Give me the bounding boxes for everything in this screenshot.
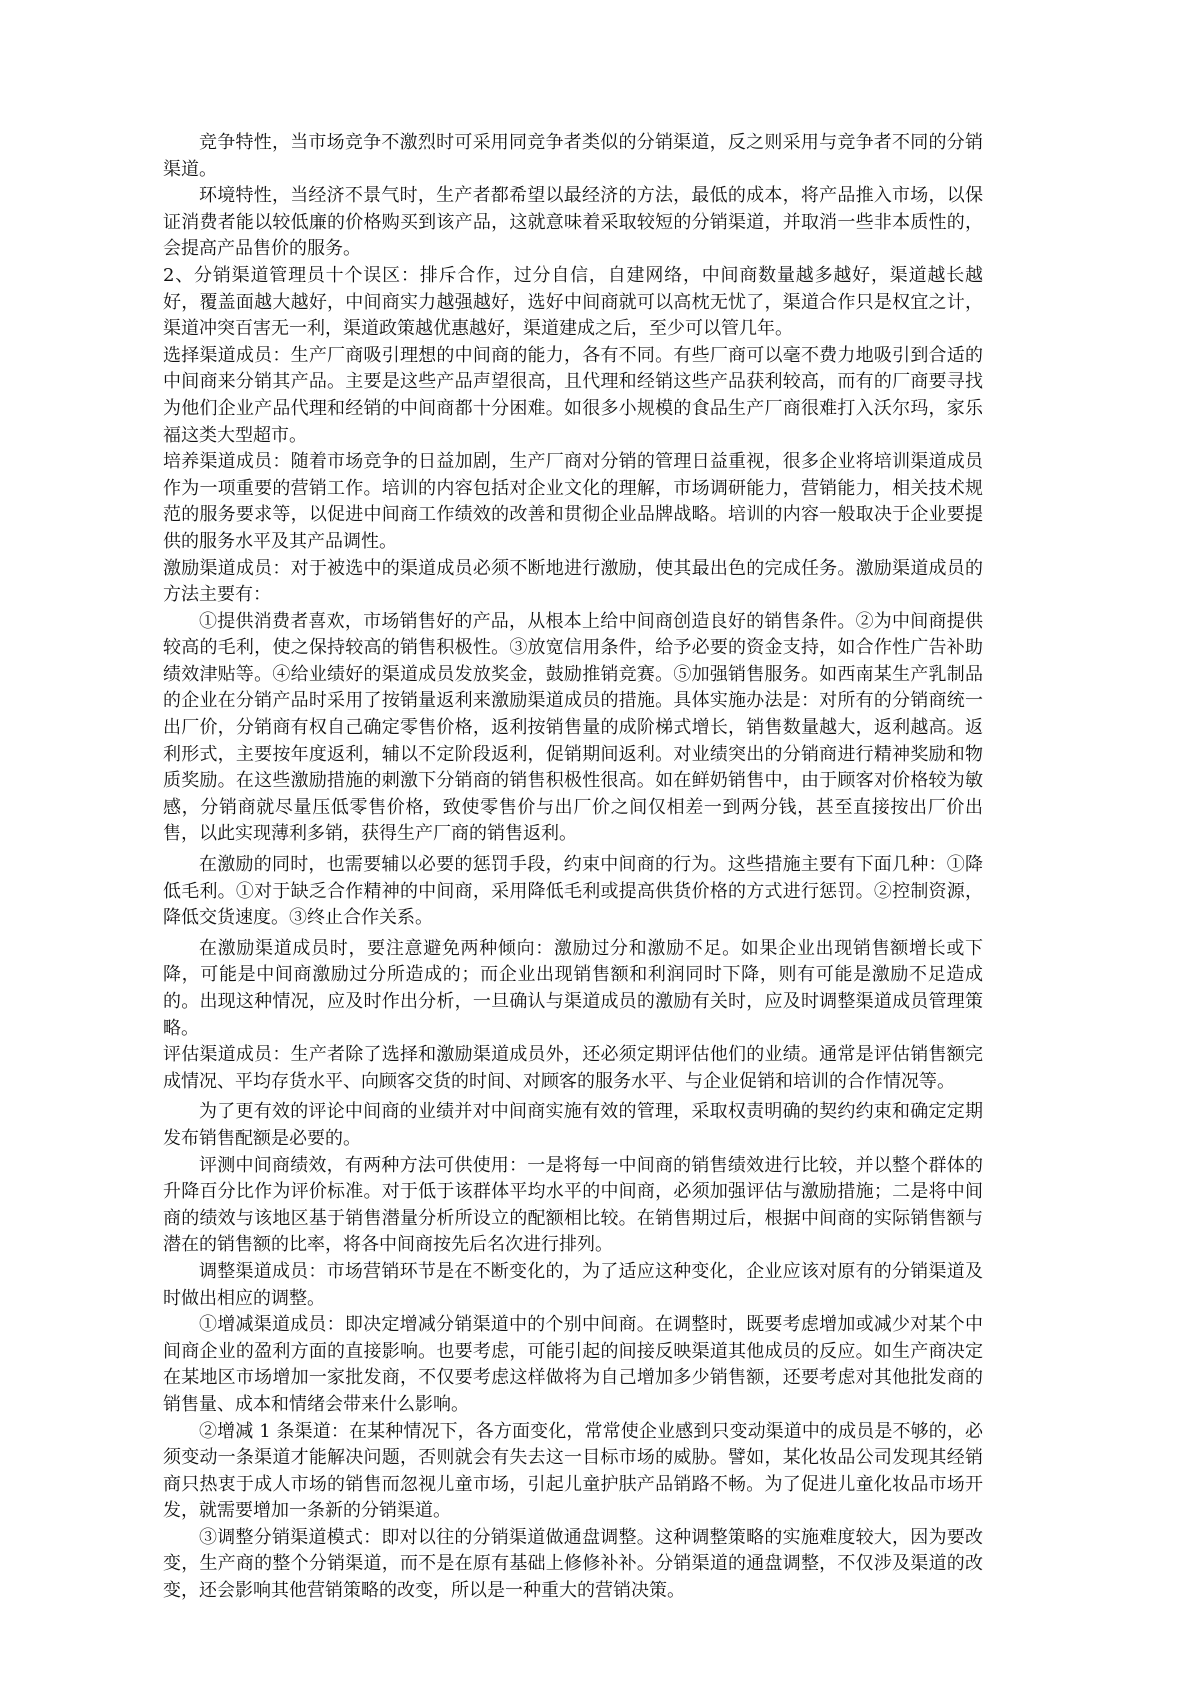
paragraph-adjust-channel-model: ③调整分销渠道模式：即对以往的分销渠道做通盘调整。这种调整策略的实施难度较大，因为要改变，生产商的整个分销渠道，而不是在原有基础上修修补补。分销渠道的通盘调整，不仅涉及渠道的改变，还会影响其他营销策略的改变，所以是一种重大的营销决策。 [163, 1526, 983, 1602]
paragraph-motivation-methods: ①提供消费者喜欢，市场销售好的产品，从根本上给中间商创造良好的销售条件。②为中间商提供较高的毛利，使之保持较高的销售积极性。③放宽信用条件，给予必要的资金支持，如合作性广告补助绩效津贴等。④给业绩好的渠道成员发放奖金，鼓励推销竞赛。⑤加强销售服务。如西南某生产乳制品的企业在分销产品时采用了按销量返利来激励渠道成员的措施。具体实施办法是：对所有的分销商统一出厂价，分销商有权自己确定零售价格，返利按销售量的成阶梯式增长，销售数量越大，返利越高。返利形式，主要按年度返利，辅以不定阶段返利，促销期间返利。对业绩突出的分销商进行精神奖励和物质奖励。在这些激励措施的刺激下分销商的销售积极性很高。如在鲜奶销售中，由于顾客对价格较为敏感，分销商就尽量压低零售价格，致使零售价与出厂价之间仅相差一到两分钱，甚至直接按出厂价出售，以此实现薄利多销，获得生产厂商的销售返利。 [163, 610, 983, 845]
paragraph-environment-traits: 环境特性，当经济不景气时，生产者都希望以最经济的方法，最低的成本，将产品推入市场，以保证消费者能以较低廉的价格购买到该产品，这就意味着采取较短的分销渠道，并取消一些非本质性的，会提高产品售价的服务。 [163, 185, 983, 260]
paragraph-competition-traits: 竞争特性，当市场竞争不激烈时可采用同竞争者类似的分销渠道，反之则采用与竞争者不同的分销渠道。 [163, 132, 983, 180]
paragraph-evaluate-members: 评估渠道成员：生产者除了选择和激励渠道成员外，还必须定期评估他们的业绩。通常是评估销售额完成情况、平均存货水平、向顾客交货的时间、对顾客的服务水平、与企业促销和培训的合作情况等。 [163, 1044, 983, 1092]
paragraph-add-remove-members: ①增减渠道成员：即决定增减分销渠道中的个别中间商。在调整时，既要考虑增加或减少对某个中间商企业的盈利方面的直接影响。也要考虑，可能引起的间接反映渠道其他成员的反应。如生产商决定在某地区市场增加一家批发商，不仅要考虑这样做将为自己增加多少销售额，还要考虑对其他批发商的销售量、成本和情绪会带来什么影响。 [163, 1314, 983, 1415]
paragraph-penalties: 在激励的同时，也需要辅以必要的惩罚手段，约束中间商的行为。这些措施主要有下面几种：①降低毛利。①对于缺乏合作精神的中间商，采用降低毛利或提高供货价格的方式进行惩罚。②控制资源，降低交货速度。③终止合作关系。 [163, 854, 983, 929]
paragraph-motivation-tendencies: 在激励渠道成员时，要注意避免两种倾向：激励过分和激励不足。如果企业出现销售额增长或下降，可能是中间商激励过分所造成的；而企业出现销售额和利润同时下降，则有可能是激励不足造成的。出现这种情况，应及时作出分析，一旦确认与渠道成员的激励有关时，应及时调整渠道成员管理策略。 [163, 937, 983, 1039]
paragraph-motivate-members: 激励渠道成员：对于被选中的渠道成员必须不断地进行激励，使其最出色的完成任务。激励渠道成员的方法主要有： [163, 557, 983, 606]
paragraph-train-members: 培养渠道成员：随着市场竞争的日益加剧，生产厂商对分销的管理日益重视，很多企业将培训渠道成员作为一项重要的营销工作。培训的内容包括对企业文化的理解，市场调研能力，营销能力，相关技术规范的服务要求等，以促进中间商工作绩效的改善和贯彻企业品牌战略。培训的内容一般取决于企业要提供的服务水平及其产品调性。 [163, 451, 983, 552]
paragraph-adjust-members: 调整渠道成员：市场营销环节是在不断变化的，为了适应这种变化，企业应该对原有的分销渠道及时做出相应的调整。 [163, 1260, 983, 1309]
paragraph-select-members: 选择渠道成员：生产厂商吸引理想的中间商的能力，各有不同。有些厂商可以毫不费力地吸引到合适的中间商来分销其产品。主要是这些产品声望很高，且代理和经销这些产品获利较高，而有的厂商要寻找为他们企业产品代理和经销的中间商都十分困难。如很多小规模的食品生产厂商很难打入沃尔玛，家乐福这类大型超市。 [163, 344, 983, 446]
paragraph-contract-quota: 为了更有效的评论中间商的业绩并对中间商实施有效的管理，采取权责明确的契约约束和确定定期发布销售配额是必要的。 [163, 1101, 983, 1149]
document-page [163, 130, 983, 1605]
paragraph-ten-misconceptions: 2、分销渠道管理员十个误区：排斥合作，过分自信，自建网络，中间商数量越多越好，渠道越长越好，覆盖面越大越好，中间商实力越强越好，选好中间商就可以高枕无忧了，渠道合作只是权宜之计，渠道冲突百害无一利，渠道政策越优惠越好，渠道建成之后，至少可以管几年。 [163, 264, 983, 340]
paragraph-add-remove-channel: ②增减 1 条渠道：在某种情况下，各方面变化，常常使企业感到只变动渠道中的成员是不够的，必须变动一条渠道才能解决问题，否则就会有失去这一目标市场的威胁。譬如，某化妆品公司发现其经销商只热衷于成人市场的销售而忽视儿童市场，引起儿童护肤产品销路不畅。为了促进儿童化妆品市场开发，就需要增加一条新的分销渠道。 [163, 1420, 983, 1522]
paragraph-performance-methods: 评测中间商绩效，有两种方法可供使用：一是将每一中间商的销售绩效进行比较，并以整个群体的升降百分比作为评价标准。对于低于该群体平均水平的中间商，必须加强评估与激励措施；二是将中间商的绩效与该地区基于销售潜量分析所设立的配额相比较。在销售期过后，根据中间商的实际销售额与潜在的销售额的比率，将各中间商按先后名次进行排列。 [163, 1154, 983, 1256]
